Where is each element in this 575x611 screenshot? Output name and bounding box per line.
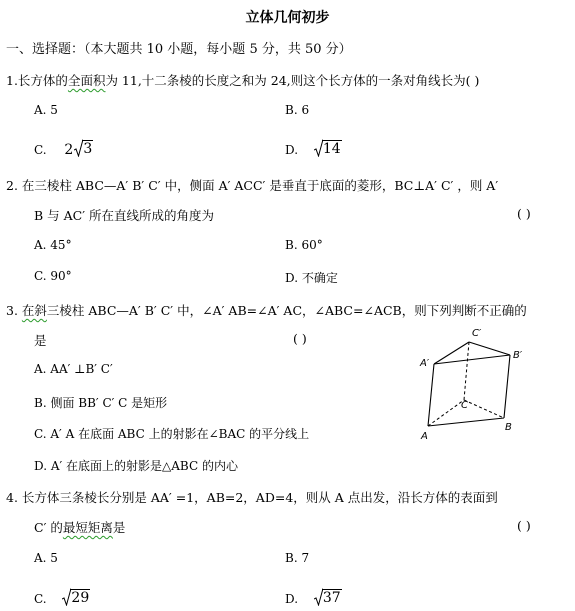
q2-option-c: C. 90° bbox=[34, 269, 72, 283]
radical-sign bbox=[314, 588, 342, 606]
page-title: 立体几何初步 bbox=[245, 10, 330, 26]
question-3-stem-line2: 是 bbox=[34, 333, 47, 348]
q3-answer-blank: ( ) bbox=[293, 331, 307, 346]
prism-edges bbox=[428, 342, 510, 426]
question-4-stem-line2 bbox=[34, 518, 125, 536]
radical-sign bbox=[74, 139, 93, 157]
q1-option-d-label: D. bbox=[285, 143, 299, 157]
q1-option-c-label: C. bbox=[34, 143, 47, 157]
label-c-prime: C′ bbox=[472, 328, 482, 339]
edge-c1-c bbox=[464, 342, 469, 400]
question-2-stem-line1: 2. 在三棱柱 ABC—A′ B′ C′ 中，侧面 A′ ACC′ 是垂直于底面的菱形，BC⊥A′ C′ ，则 A′ bbox=[6, 178, 499, 193]
q4-stem-part: 是 bbox=[112, 520, 126, 535]
q4-option-d-label: D. bbox=[285, 592, 299, 606]
q1-option-d-radicand: 14 bbox=[322, 141, 341, 157]
question-3-stem-line1 bbox=[6, 301, 527, 319]
edge-c-b bbox=[464, 400, 504, 418]
q2-answer-blank: ( ) bbox=[517, 206, 531, 221]
q4-option-d bbox=[285, 588, 342, 606]
question-2-stem-line2: B 与 AC′ 所在直线所成的角度为 bbox=[34, 208, 215, 223]
label-c: C bbox=[461, 400, 468, 411]
prism-figure bbox=[418, 322, 553, 442]
q3-option-b: B. 侧面 BB′ C′ C 是矩形 bbox=[34, 396, 168, 410]
q1-stem-part: 1.长方体的 bbox=[6, 73, 68, 88]
q4-stem-part: C′ 的 bbox=[34, 520, 63, 535]
q1-stem-part: 为 11,十二条棱的长度之和为 24,则这个长方体的一条对角线长为( ) bbox=[105, 73, 480, 88]
prism-hidden-edges bbox=[428, 342, 504, 426]
q1-option-c bbox=[34, 139, 93, 158]
question-4-stem-line1: 4. 长方体三条棱长分别是 AA′ =1，AB=2，AD=4，则从 A 点出发，沿长方体的表面到 bbox=[6, 490, 498, 505]
q4-option-c bbox=[34, 588, 90, 606]
edge-a1-a bbox=[428, 364, 434, 426]
section-heading: 一、选择题：（本大题共 10 小题，每小题 5 分，共 50 分） bbox=[6, 42, 352, 57]
q4-stem-underlined: 最短矩离 bbox=[62, 520, 113, 535]
q2-option-b: B. 60° bbox=[285, 238, 323, 252]
q3-option-a: A. AA′ ⊥B′ C′ bbox=[34, 362, 113, 376]
q1-option-b: B. 6 bbox=[285, 103, 310, 117]
q4-answer-blank: ( ) bbox=[517, 518, 531, 533]
q4-option-c-label: C. bbox=[34, 592, 47, 606]
q3-option-c: C. A′ A 在底面 ABC 上的射影在∠BAC 的平分线上 bbox=[34, 427, 310, 441]
q3-stem-part: 3. bbox=[6, 303, 22, 318]
edge-a-c bbox=[428, 400, 464, 426]
q1-option-c-coef: 2 bbox=[64, 142, 74, 158]
label-a-prime: A′ bbox=[420, 358, 430, 369]
q1-option-a: A. 5 bbox=[34, 103, 58, 117]
q4-option-a: A. 5 bbox=[34, 551, 58, 565]
edge-b1-b bbox=[504, 355, 510, 418]
q1-option-c-radicand: 3 bbox=[83, 141, 93, 157]
edge-c1-b1 bbox=[469, 342, 510, 355]
radical-sign bbox=[62, 588, 90, 606]
label-b: B bbox=[505, 422, 512, 433]
q4-option-b: B. 7 bbox=[285, 551, 310, 565]
q3-stem-part: 三棱柱 ABC—A′ B′ C′ 中，∠A′ AB=∠A′ AC，∠ABC=∠ACB，则下列判断不正确的 bbox=[46, 303, 527, 318]
label-a: A bbox=[421, 431, 428, 442]
edge-a-b bbox=[428, 418, 504, 426]
q2-option-d: D. 不确定 bbox=[285, 271, 338, 285]
q2-option-a: A. 45° bbox=[34, 238, 72, 252]
radical-sign bbox=[314, 139, 342, 157]
question-1-stem bbox=[6, 71, 479, 89]
q4-option-c-radicand: 29 bbox=[71, 590, 90, 606]
q1-option-d bbox=[285, 139, 342, 157]
label-b-prime: B′ bbox=[513, 350, 523, 361]
q4-option-d-radicand: 37 bbox=[322, 590, 341, 606]
q1-stem-underlined: 全面积 bbox=[67, 73, 106, 88]
q3-stem-underlined: 在斜 bbox=[21, 303, 47, 318]
q3-option-d: D. A′ 在底面上的射影是△ABC 的内心 bbox=[34, 459, 238, 473]
